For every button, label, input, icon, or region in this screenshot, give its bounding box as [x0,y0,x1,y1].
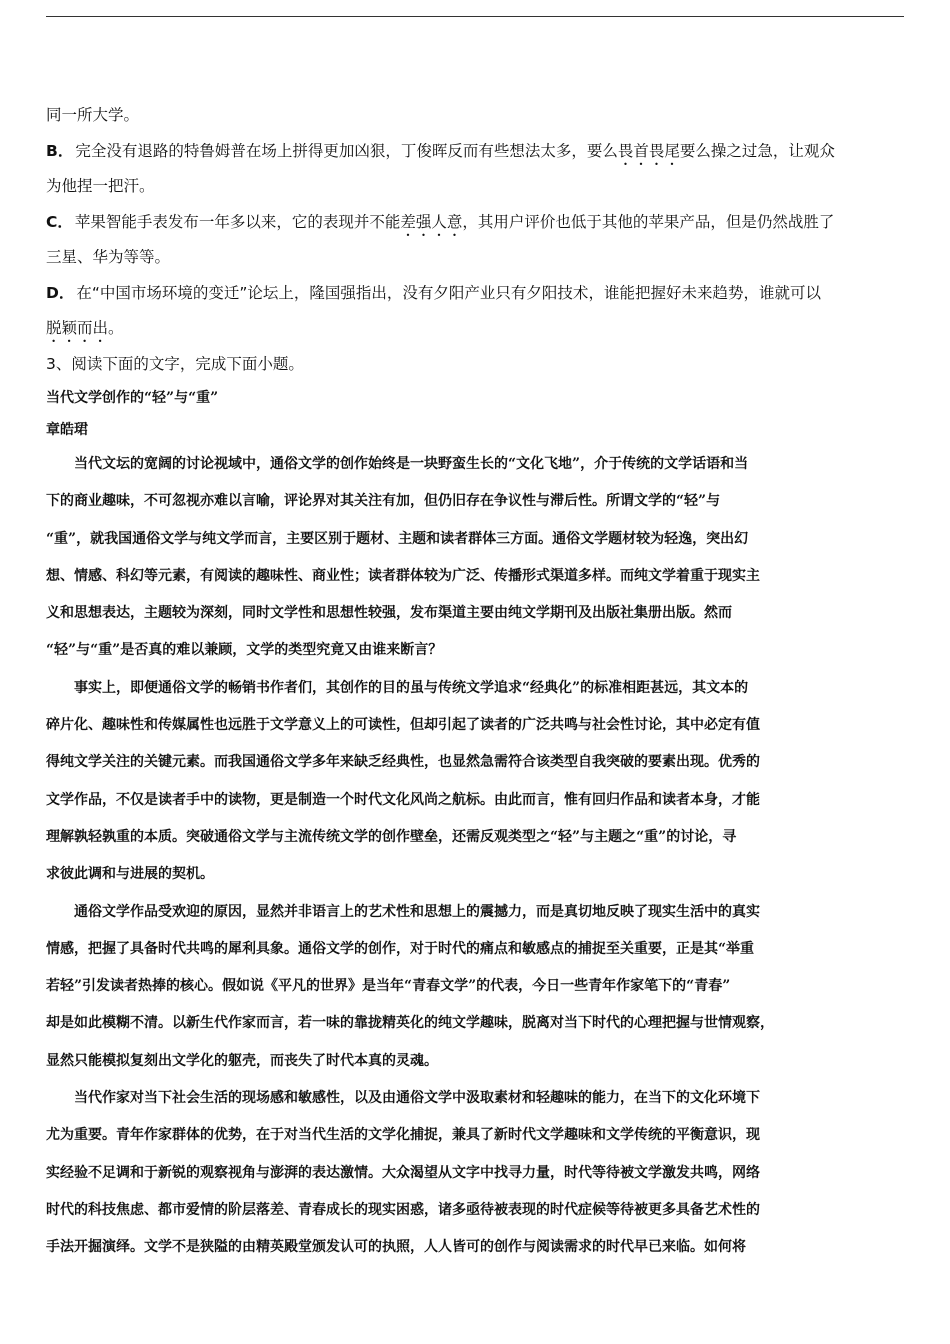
paragraph-line: “轻”与“重”是否真的难以兼顾，文学的类型究竟又由谁来断言？ [46,642,443,659]
paragraph-line: 想、情感、科幻等元素，有阅读的趣味性、商业性；读者群体较为广泛、传播形式渠道多样。而纯文学着重于现实主 [46,567,760,584]
paragraph-line: 实经验不足调和于新锐的观察视角与澎湃的表达激情。大众渴望从文字中找寻力量，时代等待被文学激发共鸣，网络 [46,1164,760,1181]
option-c [46,205,904,276]
paragraph-line: 显然只能模拟复刻出文学化的躯壳，而丧失了时代本真的灵魂。 [46,1052,438,1069]
option-b-text: 完全没有退路的特鲁姆普在场上拼得更加凶狠，丁俊晖反而有些想法太多，要么 [75,141,618,160]
option-b [46,134,904,205]
option-b-emphasis: 畏首畏尾 [617,141,680,160]
paragraph-1 [46,446,904,670]
paragraph-line: “重”，就我国通俗文学与纯文学而言，主要区别于题材、主题和读者群体三方面。通俗文学题材较为轻逸，突出幻 [46,530,749,547]
article-title: 当代文学创作的“轻”与“重” [46,390,219,406]
option-b-line2: 为他捏一把汗。 [46,177,155,195]
option-b-label: B． [46,141,74,160]
option-b-text-post: 要么操之过急，让观众 [679,141,835,160]
paragraph-line: 通俗文学作品受欢迎的原因，显然并非语言上的艺术性和思想上的震撼力，而是真切地反映了现实生活中的真实 [74,903,760,920]
paragraph-3 [46,894,904,1080]
question-3-prompt: 3、阅读下面的文字，完成下面小题。 [46,354,304,373]
option-d-emphasis: 脱颖而出 [46,319,109,337]
option-a-tail: 同一所大学。 [46,106,140,124]
option-c-text-post: ，其用户评价也低于其他的苹果产品，但是仍然战胜了 [462,212,835,231]
option-c-text: 苹果智能手表发布一年多以来，它的表现并不能 [74,212,401,231]
option-d-text: 在“中国市场环境的变迁”论坛上，隆国强指出，没有夕阳产业只有夕阳技术，谁能把握好未来趋势，谁就可以 [76,283,821,302]
paragraph-line: 义和思想表达，主题较为深刻，同时文学性和思想性较强，发布渠道主要由纯文学期刊及出版社集册出版。然而 [46,605,732,622]
paragraph-line: 事实上，即便通俗文学的畅销书作者们，其创作的目的虽与传统文学追求“经典化”的标准相距甚远，其文本的 [74,679,749,696]
option-c-line2: 三星、华为等等。 [46,248,171,266]
option-d-label: D． [46,283,75,302]
paragraph-line: 时代的科技焦虑、都市爱情的阶层落差、青春成长的现实困惑，诸多亟待被表现的时代症候等待被更多具备艺术性的 [46,1201,760,1218]
document-page [46,98,904,1267]
paragraph-line: 得纯文学关注的关键元素。而我国通俗文学多年来缺乏经典性，也显然急需符合该类型自我突破的要素出现。优秀的 [46,754,760,771]
header-rule [46,16,904,17]
option-c-label: C． [46,212,73,231]
paragraph-line: 碎片化、趣味性和传媒属性也远胜于文学意义上的可读性，但却引起了读者的广泛共鸣与社会性讨论，其中必定有值 [46,717,760,734]
paragraph-line: 手法开掘演绎。文学不是狭隘的由精英殿堂颁发认可的执照，人人皆可的创作与阅读需求的时代早已来临。如何将 [46,1239,746,1256]
paragraph-line: 下的商业趣味，不可忽视亦难以言喻，评论界对其关注有加，但仍旧存在争议性与滞后性。所谓文学的“轻”与 [46,493,721,510]
paragraph-line: 情感，把握了具备时代共鸣的犀利具象。通俗文学的创作，对于时代的痛点和敏感点的捕捉至关重要，正是其“举重 [46,940,755,957]
paragraph-line: 文学作品，不仅是读者手中的读物，更是制造一个时代文化风尚之航标。由此而言，惟有回归作品和读者本身，才能 [46,791,760,808]
paragraph-line: 当代作家对当下社会生活的现场感和敏感性，以及由通俗文学中汲取素材和轻趣味的能力，在当下的文化环境下 [74,1090,760,1107]
option-d-text-post: 。 [108,319,124,337]
article-author: 章皓珺 [46,422,88,438]
paragraph-4 [46,1080,904,1266]
paragraph-line: 求彼此调和与进展的契机。 [46,866,214,883]
paragraph-2 [46,670,904,894]
option-c-emphasis: 差强人意 [400,212,463,231]
paragraph-line: 尤为重要。青年作家群体的优势，在于对当代生活的文学化捕捉，兼具了新时代文学趣味和文学传统的平衡意识，现 [46,1127,760,1144]
paragraph-line: 却是如此模糊不清。以新生代作家而言，若一味的靠拢精英化的纯文学趣味，脱离对当下时代的心理把握与世情观察， [46,1015,774,1032]
paragraph-line: 理解孰轻孰重的本质。突破通俗文学与主流传统文学的创作壁垒，还需反观类型之“轻”与主题之“重”的讨论，寻 [46,828,737,845]
paragraph-line: 若轻”引发读者热捧的核心。假如说《平凡的世界》是当年“青春文学”的代表，今日一些青年作家笔下的“青春” [46,978,731,995]
option-d [46,276,904,347]
paragraph-line: 当代文坛的宽阔的讨论视域中，通俗文学的创作始终是一块野蛮生长的“文化飞地”，介于传统的文学话语和当 [74,456,749,472]
